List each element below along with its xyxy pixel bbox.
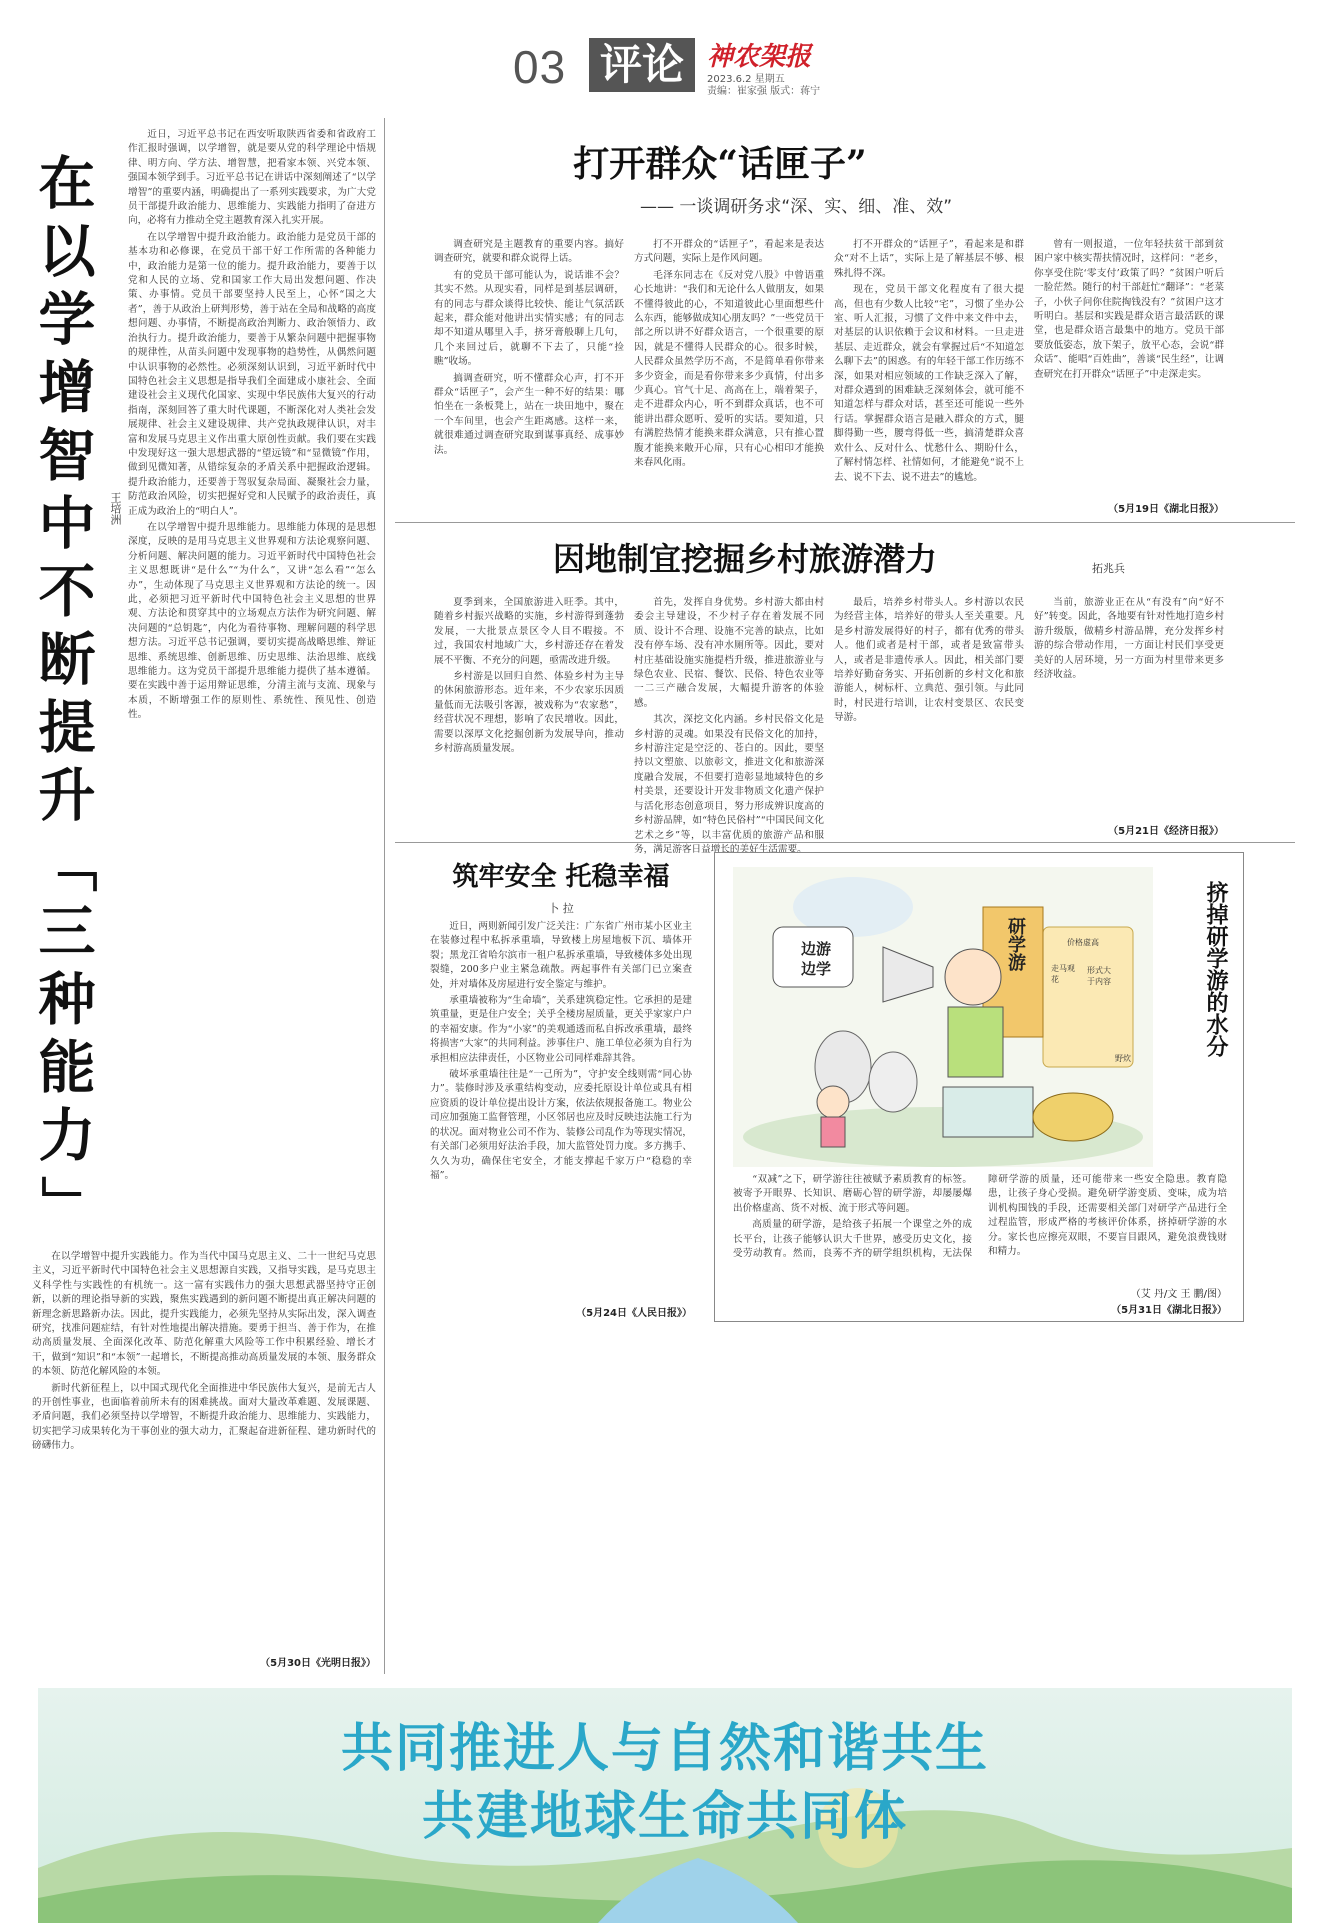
paragraph: 当前，旅游业正在从“有没有”向“好不好”转变。因此，各地要有针对性地打造乡村游升级版，做精乡村游品牌，充分发挥乡村游的综合带动作用，一方面让村民们享受更美好的人居环境，另一方面为村里带来更多经济收益。 bbox=[1034, 597, 1224, 681]
article3-col4 bbox=[1034, 596, 1224, 816]
paragraph: 近日，习近平总书记在西安听取陕西省委和省政府工作汇报时强调，以学增智，就是要从党的科学理论中悟规律、明方向、学方法、增智慧，把看家本领、兴党本领、强国本领学到手。习近平总书记在讲话中深刻阐述了“以学增智”的重要内涵，明确提出了一系列实践要求，为广大党员干部提升政治能力、思维能力、实践能力指明了奋进方向，必将有力推动全党主题教育深入扎实开展。 bbox=[128, 129, 376, 227]
article1-body-bottom bbox=[32, 1250, 376, 1650]
article3-col2 bbox=[634, 596, 824, 855]
issue-date: 2023.6.2 星期五 bbox=[707, 74, 785, 85]
article1-author: 王培洲 bbox=[109, 492, 122, 525]
title-char: 增 bbox=[38, 354, 96, 421]
paragraph: 毛泽东同志在《反对党八股》中曾语重心长地讲：“我们和无论什么人做朋友，如果不懂得彼此的心，不知道彼此心里面想些什么东西，能够做成知心朋友吗？”一些党员干部之所以讲不好群众语言，一个很重要的原因，就是不懂得人民群众的心。很多时候，人民群众虽然学历不高，不是简单看你带来多少资金，而是看你带来多少真情，付出多少真心。官气十足、高高在上，端着架子，走不进群众内心，听不到群众真话，也不可能讲出群众愿听、爱听的实话。要知道，只有满腔热情才能换来群众满意，只有推心置腹才能换来敞开心扉，只有心心相印才能换来春风化雨。 bbox=[634, 269, 824, 469]
title-char: 不 bbox=[38, 558, 96, 625]
section-divider bbox=[395, 842, 1295, 843]
paragraph: 破坏承重墙往往是“一己所为”，守护安全线则需“同心协力”。装修时涉及承重结构变动，应委托原设计单位或具有相应资质的设计单位提出设计方案，依法依规报备施工。物业公司应加强施工监督管理，小区邻居也应及时反映违法施工行为的状况。面对物业公司不作为、装修公司乱作为等现实情况，有关部门必须用好法治手段，加大监管处罚力度。多方携手、久久为功，确保住宅安全，才能支撑起千家万户“稳稳的幸福”。 bbox=[430, 1069, 692, 1181]
paragraph: 打不开群众的“话匣子”，看起来是表达方式问题，实际上是作风问题。 bbox=[634, 239, 824, 265]
article3-title: 因地制宜挖掘乡村旅游潜力 bbox=[552, 540, 937, 578]
title-char: 提 bbox=[38, 694, 96, 761]
section-divider bbox=[395, 522, 1295, 523]
article2-col1 bbox=[434, 238, 624, 518]
column-divider bbox=[384, 118, 385, 1674]
banner-line-1: 共同推进人与自然和谐共生 bbox=[340, 1719, 989, 1779]
title-char: 力 bbox=[38, 1102, 96, 1169]
cartoon-tag: 野炊 bbox=[1115, 1054, 1131, 1063]
paragraph: 在以学增智中提升思维能力。思维能力体现的是思想深度，反映的是用马克思主义世界观和方法论观察问题、分析问题、解决问题的能力。习近平新时代中国特色社会主义思想既讲“是什么”“为什么”，又讲“怎么看”“怎么办”，生动体现了马克思主义世界观和方法论的统一。因此，必须把习近平新时代中国特色社会主义思想的世界观、方法论和贯穿其中的立场观点方法作为研究问题、解决问题的“总钥匙”，内化为看待事物、理解问题的科学思想方法。习近平总书记强调，要切实提高战略思维、辩证思维、系统思维、创新思维、历史思维、法治思维、底线思维能力。这为党员干部提升思维能力提供了基本遵循。要在实践中善于运用辩证思维，分清主流与支流、现象与本质，不断增强工作的原则性、系统性、预见性、创造性。 bbox=[128, 521, 376, 721]
brand-logo: 神农架报 bbox=[707, 42, 812, 72]
paragraph: 曾有一则报道，一位年轻扶贫干部到贫困户家中核实帮扶情况时，这样问：“老乡，你享受住院‘零支付’政策了吗？”贫困户听后一脸茫然。随行的村干部赶忙“翻译”：“老菜子，小伙子问你住院掏钱没有？”贫困户这才听明白。基层和实践是群众语言最活跃的课堂，也是群众语言最集中的地方。党员干部要放低姿态，放下架子，放平心态，会说“群众话”、能唱“百姓曲”，善谈“民生经”，让调查研究在打开群众“话匣子”中走深走实。 bbox=[1034, 239, 1224, 380]
title-char: 种 bbox=[38, 966, 96, 1033]
cartoon-illustration bbox=[733, 867, 1153, 1167]
cartoon-source: （5月31日《湖北日报》） bbox=[1111, 1305, 1227, 1316]
article1-body-top bbox=[128, 128, 376, 1248]
title-char: 学 bbox=[38, 286, 96, 353]
title-char: 在 bbox=[38, 150, 96, 217]
article3-col1 bbox=[434, 596, 624, 836]
paragraph: 其次，深挖文化内涵。乡村民俗文化是乡村游的灵魂。如果没有民俗文化的加持，乡村游注定是空泛的、苍白的。因此，要坚持以文塑旅、以旅彰文，推进文化和旅游深度融合发展，不但要打造彰显地域特色的乡村美景，还要设计开发非物质文化遗产保护与活化形态创意项目，努力形成辨识度高的乡村游品牌，如“特色民俗村”“中国民间文化艺术之乡”等，以丰富优质的旅游产品和服务，满足游客日益增长的美好生活需要。 bbox=[634, 714, 824, 855]
title-char: 以 bbox=[38, 218, 96, 285]
paragraph: 承重墙被称为“生命墙”，关系建筑稳定性。它承担的是建筑重量，更是住户安全；关乎全楼房屋质量，更关乎家家户户的幸福安康。作为“小家”的美观通透而私自拆改承重墙，最终将损害“大家”的共同利益。涉事住户、施工单位必须为自行为承担相应法律责任，小区物业公司同样难辞其咎。 bbox=[430, 995, 692, 1064]
cartoon-tag: 价格虚高 bbox=[1067, 938, 1099, 947]
title-char: 升 bbox=[38, 762, 96, 829]
paragraph: 现在，党员干部文化程度有了很大提高，但也有少数人比较“宅”，习惯了坐办公室、听人汇报，习惯了文件中来文件中去，对基层的认识依赖于会议和材料。一旦走进基层、走近群众，就会有掌握过后“不知道怎么聊下去”的困惑。有的年轻干部工作历练不深，如果对相应领域的工作缺乏深入了解，对群众遇到的困难缺乏深刻体会，就可能不知道怎样与群众对话，甚至还可能说一些外行话。掌握群众语言是融入群众的方式，腿脚得勤一些，腰弯得低一些，搞清楚群众喜欢什么、反对什么、忧愁什么、期盼什么，了解村情怎样、社情如何，才能避免“说不上去、说不下去、说不进去”的尴尬。 bbox=[834, 284, 1024, 483]
article2-col4 bbox=[1034, 238, 1224, 498]
paragraph: 高质量的研学游，是给孩子拓展一个课堂之外的成长平台，让孩子能够认识大千世界，感受历史文化，接受劳动教育。然而，良莠不齐的研学组织机构，无法保障研学游的质量，还可能带来一些安全隐患。教育隐患，让孩子身心受损。避免研学游变质、变味，成为培训机构围钱的手段，还需要相关部门对研学产品进行全过程监管，形成严格的考核评价体系，挤掉研学游的水分。家长也应擦亮双眼，不要盲目跟风，避免浪费钱财和精力。 bbox=[733, 1174, 1227, 1260]
article4-author: 卜 拉 bbox=[548, 902, 574, 915]
section-label: 评论 bbox=[589, 38, 695, 92]
paragraph: 打不开群众的“话匣子”，看起来是和群众“对不上话”，实际上是了解基层不够、根殊扎得不深。 bbox=[834, 239, 1024, 279]
cartoon-sign-left: 边游 边学 bbox=[800, 940, 831, 978]
article3-col3 bbox=[834, 596, 1024, 836]
cartoon-tag: 形式大于内容 bbox=[1087, 966, 1111, 986]
title-char: 断 bbox=[38, 626, 96, 693]
page-title bbox=[32, 150, 102, 1238]
paragraph: 在以学增智中提升政治能力。政治能力是党员干部的基本功和必修课，在党员干部干好工作所需的各种能力中，政治能力是第一位的能力。提升政治能力，要善于以党和人民的立场、党和国家工作大局出发想问题、作决策、办事情。党员干部要坚持人民至上，心怀“国之大者”，善于从政治上研判形势，善于站在全局和战略的高度想问题、办事情，不断提高政治判断力、政治领悟力、政治执行力。提升政治能力，要善于从繁杂问题中把握事物的规律性，从苗头问题中发现事物的趋势性，从偶然问题中认识事物的必然性。必须深刻认识到，习近平新时代中国特色社会主义思想是指导我们全面建成小康社会、全面建设社会主义现代化国家、实现中华民族伟大复兴的行动指南，深刻回答了重大时代课题，不断深化对人类社会发展规律、社会主义建设规律、共产党执政规律认识，对丰富和发展马克思主义作出重大原创性贡献。我们要在实践中发现好这一强大思想武器的“望远镜”和“显微镜”作用，做到见微知著，从错综复杂的矛盾关系中把握政治逻辑。提升政治能力，还要善于驾驭复杂局面、凝聚社会力量，防范政治风险，切实把握好党和人民赋予的政治责任，真正成为政治上的“明白人”。 bbox=[128, 231, 376, 517]
article4-body bbox=[430, 920, 692, 1302]
paragraph: 有的党员干部可能认为，说话谁不会？其实不然。从现实看，同样是到基层调研，有的同志与群众谈得比较快、能让气氛活跃起来，群众能对他讲出实情实感；有的同志却不知道从哪里入手，挤牙膏般聊上几句，几个来回过后，就聊不下去了，只能“捡瞧”收场。 bbox=[434, 269, 624, 368]
cartoon-title: 挤掉研学游的水分 bbox=[1203, 881, 1229, 1057]
article2-subtitle: —— 一谈调研务求“深、实、细、准、效” bbox=[640, 197, 953, 217]
paragraph: 搞调查研究，听不懂群众心声，打不开群众“话匣子”，会产生一种不好的结果：哪怕坐在一条板凳上，站在一块田地中，聚在一个车间里，也会产生距离感。这样一来，就很难通过调查研究取到谋事真经、成事妙法。 bbox=[434, 372, 624, 456]
cartoon-credit: （艾 丹/文 王 鹏/图） bbox=[1130, 1289, 1227, 1300]
eco-banner bbox=[38, 1688, 1292, 1923]
paragraph: “双减”之下，研学游往往被赋予素质教育的标签。被寄予开眼界、长知识、磨砺心智的研学游，却屡屡爆出价格虚高、货不对板、流于形式等问题。 bbox=[733, 1174, 972, 1214]
paragraph: 夏季到来，全国旅游进入旺季。其中，随着乡村振兴战略的实施，乡村游得到蓬勃发展，一大批景点景区令人目不暇接。不过，我国农村地域广大，乡村游还存在着发展不平衡、不充分的问题，亟需改进升级。 bbox=[434, 597, 624, 666]
article3-source: （5月21日《经济日报》） bbox=[1108, 826, 1224, 837]
article2-col3 bbox=[834, 238, 1024, 518]
paragraph: 新时代新征程上，以中国式现代化全面推进中华民族伟大复兴，是前无古人的开创性事业，也面临着前所未有的困难挑战。面对大量改革难题、发展课题、矛盾问题，我们必须坚持以学增智，不断提升政治能力、思维能力、实践能力，切实把学习成果转化为干事创业的强大动力，汇聚起奋进新征程、建功新时代的磅礴伟力。 bbox=[32, 1382, 376, 1452]
cartoon-caption bbox=[733, 1173, 1227, 1285]
masthead bbox=[513, 36, 843, 97]
article2-source: （5月19日《湖北日报》） bbox=[1108, 504, 1224, 515]
article3-author: 拓兆兵 bbox=[1092, 562, 1125, 575]
paragraph: 在以学增智中提升实践能力。作为当代中国马克思主义、二十一世纪马克思主义，习近平新时代中国特色社会主义思想源自实践，又指导实践，是马克思主义科学性与实践性的有机统一。这一富有实践伟力的强大思想武器坚持守正创新，以新的理论指导新的实践，聚焦实践遇到的新问题不断提出真正解决问题的新理念新思路新办法。因此，提升实践能力，必须先坚持从实际出发，深入调查研究，找准问题症结，有针对性地提出解决措施。要勇于担当、善于作为，在推动高质量发展、全面深化改革、防范化解重大风险等工作中积累经验、增长才干，做到“知识”和“本领”一起增长，不断提高推动高质量发展的本领、服务群众的本领、防范化解风险的本领。 bbox=[32, 1251, 376, 1378]
article2-col2 bbox=[634, 238, 824, 518]
paragraph: 首先，发挥自身优势。乡村游大都由村委会主导建设，不少村子存在着发展不同质、设计不合理、设施不完善的缺点，比如没有停车场、没有冲水厕所等。因此，要对村庄基础设施实施提档升级，推进旅游业与绿色农业、民宿、餐饮、民俗、特色农业等一二三产融合发展，大幅提升游客的体验感。 bbox=[634, 597, 824, 709]
article-vertical-title bbox=[32, 150, 122, 1245]
title-char: 智 bbox=[38, 422, 96, 489]
paragraph: 最后，培养乡村带头人。乡村游以农民为经营主体，培养好的带头人至关重要。凡是乡村游发展得好的村子，都有优秀的带头人。他们或者是村干部，或者是致富带头人，或者是非遗传承人。因此，相关部门要培养好勤奋务实、开拓创新的乡村文化和旅游能人，树标杆、立典范、强引领。与此同时，村民进行培训，让农村变景区、农民变导游。 bbox=[834, 597, 1024, 724]
page-number: 03 bbox=[513, 41, 567, 93]
cartoon-sign-right: 研学游 bbox=[1005, 917, 1026, 971]
cartoon-tag: 走马观花 bbox=[1051, 964, 1075, 984]
cartoon-box bbox=[714, 852, 1244, 1322]
title-char: 三 bbox=[38, 898, 96, 965]
article4-source: （5月24日《人民日报》） bbox=[576, 1308, 692, 1319]
title-char: 中 bbox=[38, 490, 96, 557]
article4-title: 筑牢安全 托稳幸福 bbox=[452, 862, 670, 892]
article1-source: （5月30日《光明日报》） bbox=[260, 1658, 376, 1669]
paragraph: 乡村游是以回归自然、体验乡村为主导的休闲旅游形态。近年来，不少农家乐因质量低而无法吸引客源，被戏称为“农家愁”，经营状况不理想，影响了农民增收。因此，需要以深厚文化挖掘创新为发展导向，推动乡村游高质量发展。 bbox=[434, 671, 624, 755]
paragraph: 调查研究是主题教育的重要内容。搞好调查研究，就要和群众说得上话。 bbox=[434, 239, 624, 265]
editors: 责编：崔家强 版式：蒋宁 bbox=[707, 86, 821, 97]
title-char: 「 bbox=[34, 835, 101, 893]
title-char: 」 bbox=[34, 1175, 101, 1233]
paragraph: 近日，两则新闻引发广泛关注：广东省广州市某小区业主在装修过程中私拆承重墙，导致楼上房屋地板下沉、墙体开裂；黑龙江省哈尔滨市一租户私拆承重墙，导致楼体多处出现裂缝，200多户业主紧急疏散。两起事件有关部门已立案查处，并对墙体及房屋进行安全鉴定与维护。 bbox=[430, 921, 692, 990]
article2-title: 打开群众“话匣子” bbox=[573, 143, 867, 185]
title-char: 能 bbox=[38, 1034, 96, 1101]
banner-line-2: 共建地球生命共同体 bbox=[421, 1787, 908, 1847]
